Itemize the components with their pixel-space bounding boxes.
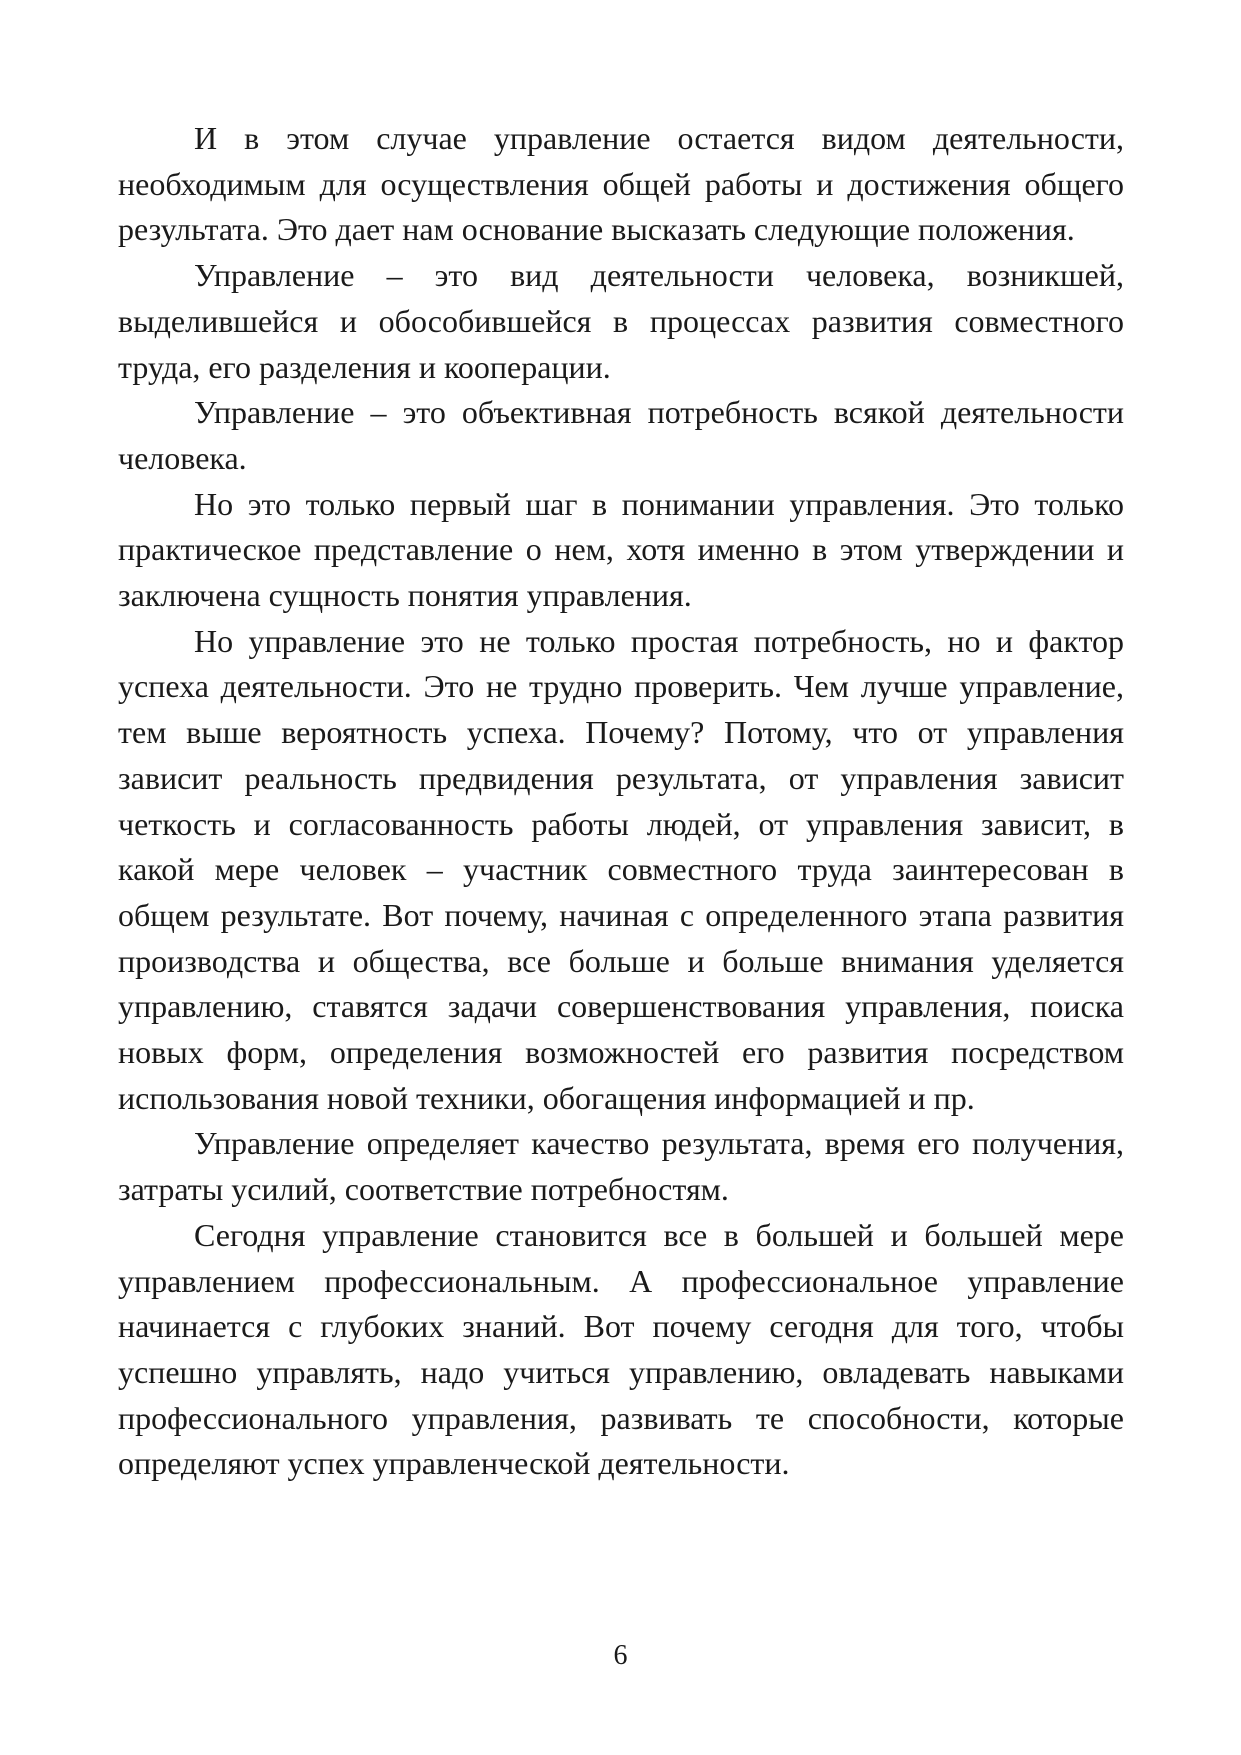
page-body <box>118 116 1124 1487</box>
paragraph: Сегодня управление становится все в большей и большей мере управлением профессиональным. А профессиональное управление начинается с глубоких знаний. Вот почему сегодня для того, чтобы успешно управлять, надо учиться управлению, овладевать навыками профессионального управления, развивать те способности, которые определяют успех управленческой деятельности. <box>118 1216 1124 1482</box>
paragraph: Управление – это объективная потребность всякой деятельности человека. <box>118 394 1124 476</box>
paragraph: Но это только первый шаг в понимании управления. Это только практическое представление о нем, хотя именно в этом утверждении и заключена сущность понятия управления. <box>118 485 1124 614</box>
paragraph: Управление определяет качество результата, время его получения, затраты усилий, соответствие потребностям. <box>118 1125 1124 1208</box>
paragraph: И в этом случае управление остается видом деятельности, необходимым для осуществления общей работы и достижения общего результата. Это дает нам основание высказать следующие положения. <box>118 120 1124 248</box>
paragraph: Управление – это вид деятельности человека, возникшей, выделившейся и обособившейся в процессах развития совместного труда, его разделения и кооперации. <box>118 257 1124 385</box>
page-number: 6 <box>613 1640 628 1671</box>
paragraph: Но управление это не только простая потребность, но и фактор успеха деятельности. Это не трудно проверить. Чем лучше управление, тем выше вероятность успеха. Почему? Потому, что от управления зависит реальность предвидения результата, от управления зависит четкость и согласованность работы людей, от управления зависит, в какой мере человек – участник совместного труда заинтересован в общем результате. Вот почему, начиная с определенного этапа развития производства и общества, все больше и больше внимания уделяется управлению, ставятся задачи совершенствования управления, поиска новых форм, определения возможностей его развития посредством использования новой техники, обогащения информацией и пр. <box>118 622 1124 1116</box>
